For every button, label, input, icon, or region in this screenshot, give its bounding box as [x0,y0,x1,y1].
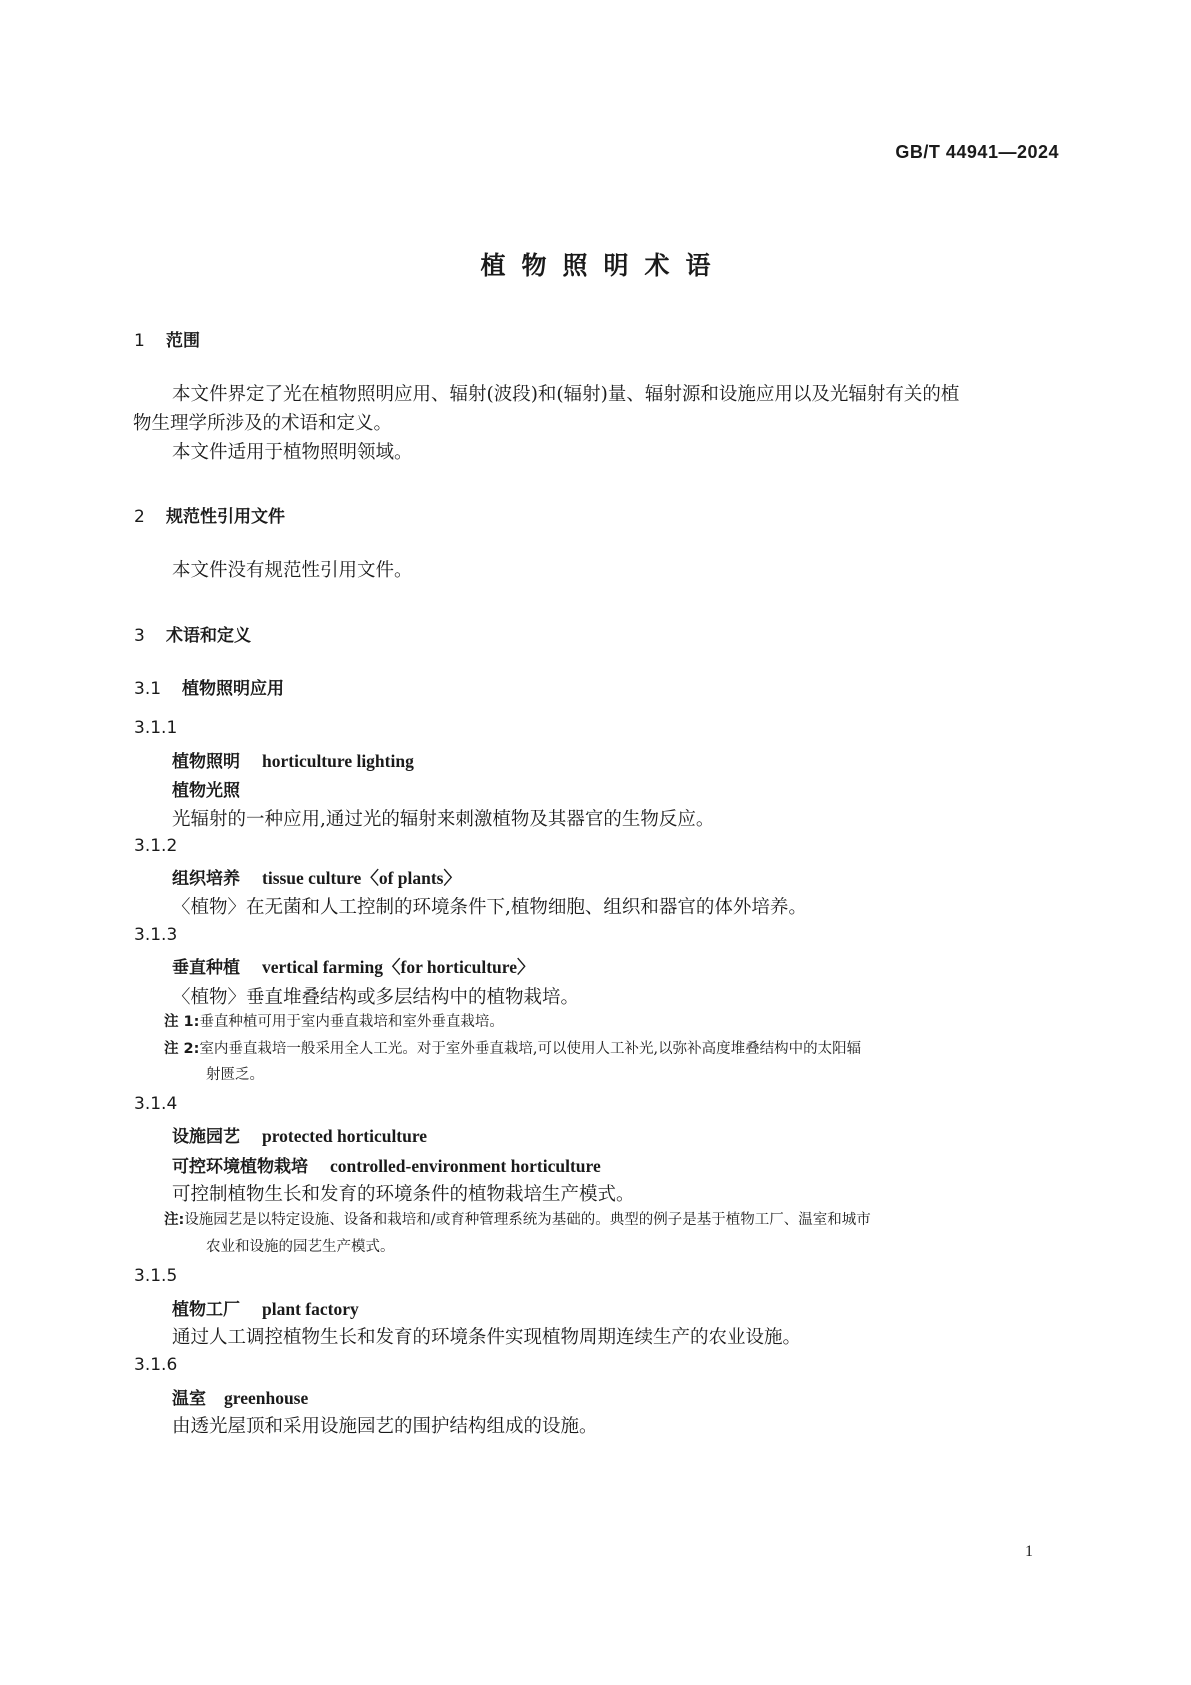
term-zh: 植物照明 [172,752,240,772]
term-en: greenhouse [224,1388,309,1408]
note [164,1009,504,1035]
term-entry [172,953,534,979]
term-en: tissue culture〈of plants〉 [262,868,461,888]
term-en: plant factory [262,1299,359,1319]
term-en: controlled-environment horticulture [330,1156,601,1176]
term-definition: 可控制植物生长和发育的环境条件的植物栽培生产模式。 [172,1184,635,1205]
term-number: 3.1.2 [134,836,178,856]
note-text: 设施园艺是以特定设施、设备和栽培和/或育种管理系统为基础的。典型的例子是基于植物工厂、温室和城市 [184,1212,871,1228]
section-number: 2 [134,507,145,527]
document-title: 植物照明术语 [480,251,727,280]
term-definition: 由透光屋顶和采用设施园艺的围护结构组成的设施。 [172,1416,598,1437]
note-label: 注 1: [164,1014,200,1030]
section-title: 规范性引用文件 [166,507,285,527]
note-label: 注: [164,1212,185,1228]
note-continuation: 射匮乏。 [206,1067,264,1083]
term-entry [172,1384,308,1409]
standard-id: GB/T 44941—2024 [895,142,1059,162]
term-entry [172,864,461,890]
term-number: 3.1.5 [134,1266,178,1286]
section-1-paragraph-1-line-1: 本文件界定了光在植物照明应用、辐射(波段)和(辐射)量、辐射源和设施应用以及光辐射有关的植 [172,384,960,405]
section-title: 术语和定义 [166,626,251,646]
term-number: 3.1.4 [134,1094,178,1114]
note [164,1036,861,1062]
note-label: 注 2: [164,1041,200,1057]
section-2-paragraph: 本文件没有规范性引用文件。 [172,560,413,581]
section-number: 3.1 [134,679,162,699]
section-1-heading [134,326,200,351]
term-number: 3.1.3 [134,925,178,945]
term-synonym [172,1152,601,1177]
section-number: 3 [134,626,145,646]
page-number: 1 [1025,1543,1033,1560]
term-definition: 通过人工调控植物生长和发育的环境条件实现植物周期连续生产的农业设施。 [172,1327,802,1348]
note-text: 室内垂直栽培一般采用全人工光。对于室外垂直栽培,可以使用人工补光,以弥补高度堆叠结构中的太阳辐 [199,1041,862,1057]
term-entry [172,1122,427,1147]
section-2-heading [134,502,285,527]
term-en: horticulture lighting [262,751,414,771]
term-entry [172,747,414,772]
section-title: 植物照明应用 [182,679,284,699]
section-title: 范围 [166,331,200,351]
note-text: 垂直种植可用于室内垂直栽培和室外垂直栽培。 [199,1014,504,1030]
term-zh: 可控环境植物栽培 [172,1157,308,1177]
section-number: 1 [134,331,145,351]
term-definition: 光辐射的一种应用,通过光的辐射来刺激植物及其器官的生物反应。 [172,809,715,830]
section-3-1-heading [134,674,284,699]
section-1-paragraph-2: 本文件适用于植物照明领域。 [172,442,413,463]
term-zh: 垂直种植 [172,958,240,978]
term-number: 3.1.1 [134,718,178,738]
term-en: vertical farming〈for horticulture〉 [262,957,535,977]
section-3-heading [134,621,251,646]
term-synonym: 植物光照 [172,781,240,801]
note-continuation: 农业和设施的园艺生产模式。 [206,1239,395,1255]
term-zh: 植物工厂 [172,1300,240,1320]
section-1-paragraph-1-line-2: 物生理学所涉及的术语和定义。 [133,413,393,434]
term-entry [172,1295,359,1320]
term-definition: 〈植物〉在无菌和人工控制的环境条件下,植物细胞、组织和器官的体外培养。 [172,897,807,918]
note [164,1207,871,1233]
term-en: protected horticulture [262,1126,428,1146]
term-zh: 温室 [172,1389,206,1409]
term-definition: 〈植物〉垂直堆叠结构或多层结构中的植物栽培。 [172,987,580,1008]
term-number: 3.1.6 [134,1355,178,1375]
term-zh: 组织培养 [172,869,240,889]
term-zh: 设施园艺 [172,1127,240,1147]
